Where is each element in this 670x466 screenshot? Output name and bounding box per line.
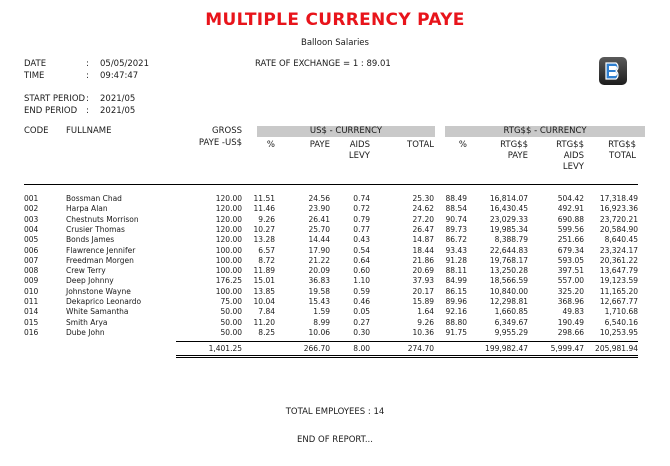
row-011-code: 011 [24, 297, 39, 306]
row-009-rtgs-pct: 84.99 [445, 276, 467, 286]
total-rtgs-paye: 199,982.47 [485, 343, 528, 353]
row-004-usd-paye: 25.70 [308, 224, 330, 234]
row-015-gross: 50.00 [220, 317, 242, 327]
total-usd-aids: 8.00 [353, 343, 370, 353]
row-005-code: 005 [24, 235, 39, 245]
row-005-rtgs-aids: 251.66 [557, 235, 584, 245]
total-employees: TOTAL EMPLOYEES : 14 [285, 407, 385, 417]
end-period-value: 2021/05 [100, 106, 136, 116]
row-006-usd-pct: 6.57 [258, 245, 275, 255]
row-015-usd-paye: 8.99 [313, 317, 330, 327]
row-008-usd-pct: 11.89 [253, 266, 275, 276]
row-001-usd-pct: 11.51 [253, 194, 275, 203]
end-of-report: END OF REPORT... [297, 435, 373, 445]
row-003-rtgs-pct: 90.74 [445, 214, 467, 224]
row-008-name: Crew Terry [66, 266, 106, 276]
row-003-rtgs-total: 23,720.21 [599, 214, 638, 224]
row-011-usd-aids: 0.46 [353, 297, 370, 306]
row-014-rtgs-pct: 92.16 [445, 307, 467, 317]
row-002-usd-paye: 23.90 [308, 204, 330, 214]
row-006-rtgs-pct: 93.43 [445, 245, 467, 255]
row-010-rtgs-aids: 325.20 [557, 286, 584, 296]
row-016-usd-paye: 10.06 [308, 327, 330, 337]
row-008-rtgs-pct: 88.11 [445, 266, 467, 276]
row-001-usd-paye: 24.56 [308, 194, 330, 203]
row-015-code: 015 [24, 317, 39, 327]
row-011-rtgs-paye: 12,298.81 [489, 297, 528, 306]
total-usd-paye: 266.70 [303, 343, 330, 353]
row-005-rtgs-total: 8,640.45 [604, 235, 638, 245]
row-004-gross: 120.00 [215, 224, 242, 234]
row-007-rtgs-aids: 593.05 [557, 255, 584, 265]
row-001-name: Bossman Chad [66, 194, 122, 203]
col-gross-header: GROSS [212, 126, 242, 136]
row-009-usd-pct: 15.01 [253, 276, 275, 286]
row-010-usd-aids: 0.59 [353, 286, 370, 296]
row-010-code: 010 [24, 286, 39, 296]
row-004-rtgs-paye: 19,985.34 [489, 224, 528, 234]
col-rtgs-aids-header-3: LEVY [562, 162, 584, 172]
row-007-rtgs-total: 20,361.22 [599, 255, 638, 265]
col-gross-header-2: PAYE -US$ [198, 138, 242, 148]
row-005-usd-aids: 0.43 [353, 235, 370, 245]
row-016-usd-aids: 0.30 [353, 327, 370, 337]
row-003-gross: 120.00 [215, 214, 242, 224]
row-009-usd-paye: 36.83 [308, 276, 330, 286]
row-014-gross: 50.00 [220, 307, 242, 317]
time-label: TIME [24, 71, 45, 81]
row-011-rtgs-pct: 89.96 [445, 297, 467, 306]
row-016-rtgs-total: 10,253.95 [599, 327, 638, 337]
row-002-usd-aids: 0.72 [353, 204, 370, 214]
row-014-usd-pct: 7.84 [258, 307, 275, 317]
row-003-code: 003 [24, 214, 39, 224]
row-004-usd-aids: 0.77 [353, 224, 370, 234]
row-010-name: Johnstone Wayne [66, 286, 131, 296]
row-001-rtgs-paye: 16,814.07 [489, 194, 528, 203]
date-value: 05/05/2021 [100, 59, 149, 69]
row-002-rtgs-paye: 16,430.45 [489, 204, 528, 214]
row-005-usd-total: 14.87 [412, 235, 434, 245]
row-002-rtgs-pct: 88.54 [445, 204, 467, 214]
row-008-usd-aids: 0.60 [353, 266, 370, 276]
col-rtgs-aids-header: RTG$$ [556, 140, 584, 150]
row-004-code: 004 [24, 224, 39, 234]
end-period-colon: : [86, 106, 89, 116]
totals-double-rule-2 [176, 357, 638, 358]
row-008-code: 008 [24, 266, 39, 276]
row-008-rtgs-paye: 13,250.28 [489, 266, 528, 276]
row-002-rtgs-total: 16,923.36 [599, 204, 638, 214]
row-009-name: Deep Johnny [66, 276, 114, 286]
row-006-rtgs-aids: 679.34 [557, 245, 584, 255]
total-rtgs-total: 205,981.94 [595, 343, 638, 353]
row-009-rtgs-aids: 557.00 [557, 276, 584, 286]
row-014-rtgs-total: 1,710.68 [604, 307, 638, 317]
row-010-usd-pct: 13.85 [253, 286, 275, 296]
row-005-rtgs-paye: 8,388.79 [494, 235, 528, 245]
row-014-rtgs-aids: 49.83 [562, 307, 584, 317]
col-rtgs-aids-header-2: AIDS [563, 151, 584, 161]
row-002-gross: 120.00 [215, 204, 242, 214]
row-002-name: Harpa Alan [66, 204, 108, 214]
col-rtgs-total-header-2: TOTAL [609, 151, 636, 161]
row-014-name: White Samantha [66, 307, 129, 317]
row-007-usd-total: 21.86 [412, 255, 434, 265]
report-title: MULTIPLE CURRENCY PAYE [205, 10, 465, 30]
time-colon: : [86, 71, 89, 81]
row-009-rtgs-total: 19,123.59 [599, 276, 638, 286]
row-001-gross: 120.00 [215, 194, 242, 203]
row-008-rtgs-aids: 397.51 [557, 266, 584, 276]
row-001-usd-aids: 0.74 [353, 194, 370, 203]
row-016-code: 016 [24, 327, 39, 337]
row-006-gross: 100.00 [215, 245, 242, 255]
row-007-usd-paye: 21.22 [308, 255, 330, 265]
row-015-usd-pct: 11.20 [253, 317, 275, 327]
row-001-rtgs-total: 17,318.49 [599, 194, 638, 203]
row-002-usd-total: 24.62 [412, 204, 434, 214]
row-014-code: 014 [24, 307, 39, 317]
row-011-usd-pct: 10.04 [253, 297, 275, 306]
row-006-usd-aids: 0.54 [353, 245, 370, 255]
row-011-usd-paye: 15.43 [308, 297, 330, 306]
brand-logo-icon [598, 56, 628, 86]
rtgs-currency-group: RTG$$ - CURRENCY [445, 126, 645, 137]
row-016-usd-pct: 8.25 [258, 327, 275, 337]
row-003-rtgs-aids: 690.88 [557, 214, 584, 224]
row-011-rtgs-total: 12,667.77 [599, 297, 638, 306]
row-001-code: 001 [24, 194, 39, 203]
row-003-usd-paye: 26.41 [308, 214, 330, 224]
row-007-code: 007 [24, 255, 39, 265]
row-015-rtgs-total: 6,540.16 [604, 317, 638, 327]
total-rtgs-aids: 5,999.47 [550, 343, 584, 353]
row-014-usd-total: 1.64 [417, 307, 434, 317]
row-008-usd-total: 20.69 [412, 266, 434, 276]
totals-top-rule [176, 341, 638, 342]
row-009-code: 009 [24, 276, 39, 286]
col-rtgs-total-header: RTG$$ [608, 140, 636, 150]
row-015-rtgs-aids: 190.49 [557, 317, 584, 327]
row-010-usd-total: 20.17 [412, 286, 434, 296]
row-004-rtgs-total: 20,584.90 [599, 224, 638, 234]
end-period-label: END PERIOD [24, 106, 78, 116]
row-007-name: Freedman Morgen [66, 255, 134, 265]
header-divider [24, 184, 638, 185]
row-010-rtgs-total: 11,165.20 [599, 286, 638, 296]
row-002-code: 002 [24, 204, 39, 214]
row-010-usd-paye: 19.58 [308, 286, 330, 296]
exchange-rate: RATE OF EXCHANGE = 1 : 89.01 [255, 59, 391, 69]
start-period-label: START PERIOD [24, 94, 86, 104]
row-001-rtgs-aids: 504.42 [557, 194, 584, 203]
row-007-usd-pct: 8.72 [258, 255, 275, 265]
row-014-usd-aids: 0.05 [353, 307, 370, 317]
totals-double-rule-1 [176, 355, 638, 356]
usd-currency-group: US$ - CURRENCY [257, 126, 435, 137]
date-colon: : [86, 59, 89, 69]
row-009-rtgs-paye: 18,566.59 [489, 276, 528, 286]
col-rtgs-paye-header: RTG$$ [500, 140, 528, 150]
total-usd-total: 274.70 [407, 343, 434, 353]
row-004-usd-total: 26.47 [412, 224, 434, 234]
row-011-gross: 75.00 [220, 297, 242, 306]
row-005-name: Bonds James [66, 235, 115, 245]
row-015-rtgs-paye: 6,349.67 [494, 317, 528, 327]
row-014-usd-paye: 1.59 [313, 307, 330, 317]
row-011-name: Dekaprico Leonardo [66, 297, 142, 306]
row-007-gross: 100.00 [215, 255, 242, 265]
col-fullname-header: FULLNAME [66, 126, 112, 136]
row-005-usd-paye: 14.44 [308, 235, 330, 245]
row-004-rtgs-aids: 599.56 [557, 224, 584, 234]
col-rtgs-pct-header: % [458, 140, 467, 150]
row-007-rtgs-pct: 91.28 [445, 255, 467, 265]
row-009-gross: 176.25 [215, 276, 242, 286]
row-010-gross: 100.00 [215, 286, 242, 296]
row-015-rtgs-pct: 88.80 [445, 317, 467, 327]
row-016-rtgs-pct: 91.75 [445, 327, 467, 337]
row-004-usd-pct: 10.27 [253, 224, 275, 234]
row-003-usd-total: 27.20 [412, 214, 434, 224]
col-usd-paye-header: PAYE [309, 140, 330, 150]
row-006-code: 006 [24, 245, 39, 255]
row-003-rtgs-paye: 23,029.33 [489, 214, 528, 224]
row-015-usd-total: 9.26 [417, 317, 434, 327]
row-003-name: Chestnuts Morrison [66, 214, 139, 224]
col-usd-total-header: TOTAL [407, 140, 434, 150]
row-003-usd-aids: 0.79 [353, 214, 370, 224]
row-007-usd-aids: 0.64 [353, 255, 370, 265]
row-001-usd-total: 25.30 [412, 194, 434, 203]
row-005-rtgs-pct: 86.72 [445, 235, 467, 245]
row-006-name: Flawrence Jennifer [66, 245, 136, 255]
row-006-usd-total: 18.44 [412, 245, 434, 255]
row-010-rtgs-pct: 86.15 [445, 286, 467, 296]
date-label: DATE [24, 59, 47, 69]
start-period-value: 2021/05 [100, 94, 136, 104]
col-usd-aids-header-2: LEVY [348, 151, 370, 161]
company-name: Balloon Salaries [301, 38, 369, 48]
row-006-usd-paye: 17.90 [308, 245, 330, 255]
row-010-rtgs-paye: 10,840.00 [489, 286, 528, 296]
row-015-usd-aids: 0.27 [353, 317, 370, 327]
row-002-usd-pct: 11.46 [253, 204, 275, 214]
row-008-usd-paye: 20.09 [308, 266, 330, 276]
col-rtgs-paye-header-2: PAYE [507, 151, 528, 161]
col-usd-pct-header: % [266, 140, 275, 150]
row-006-rtgs-paye: 22,644.83 [489, 245, 528, 255]
row-005-gross: 120.00 [215, 235, 242, 245]
row-016-rtgs-paye: 9,955.29 [494, 327, 528, 337]
total-gross: 1,401.25 [208, 343, 242, 353]
row-016-gross: 50.00 [220, 327, 242, 337]
row-016-name: Dube John [66, 327, 105, 337]
row-009-usd-total: 37.93 [412, 276, 434, 286]
row-016-usd-total: 10.36 [412, 327, 434, 337]
row-008-gross: 100.00 [215, 266, 242, 276]
row-004-name: Crusier Thomas [66, 224, 125, 234]
row-003-usd-pct: 9.26 [258, 214, 275, 224]
row-016-rtgs-aids: 298.66 [557, 327, 584, 337]
col-usd-aids-header: AIDS [349, 140, 370, 150]
row-014-rtgs-paye: 1,660.85 [494, 307, 528, 317]
start-period-colon: : [86, 94, 89, 104]
row-008-rtgs-total: 13,647.79 [599, 266, 638, 276]
row-011-rtgs-aids: 368.96 [557, 297, 584, 306]
row-006-rtgs-total: 23,324.17 [599, 245, 638, 255]
row-015-name: Smith Arya [66, 317, 108, 327]
row-001-rtgs-pct: 88.49 [445, 194, 467, 203]
row-004-rtgs-pct: 89.73 [445, 224, 467, 234]
row-007-rtgs-paye: 19,768.17 [489, 255, 528, 265]
row-011-usd-total: 15.89 [412, 297, 434, 306]
row-005-usd-pct: 13.28 [253, 235, 275, 245]
col-code-header: CODE [24, 126, 49, 136]
row-002-rtgs-aids: 492.91 [557, 204, 584, 214]
time-value: 09:47:47 [100, 71, 139, 81]
row-009-usd-aids: 1.10 [353, 276, 370, 286]
